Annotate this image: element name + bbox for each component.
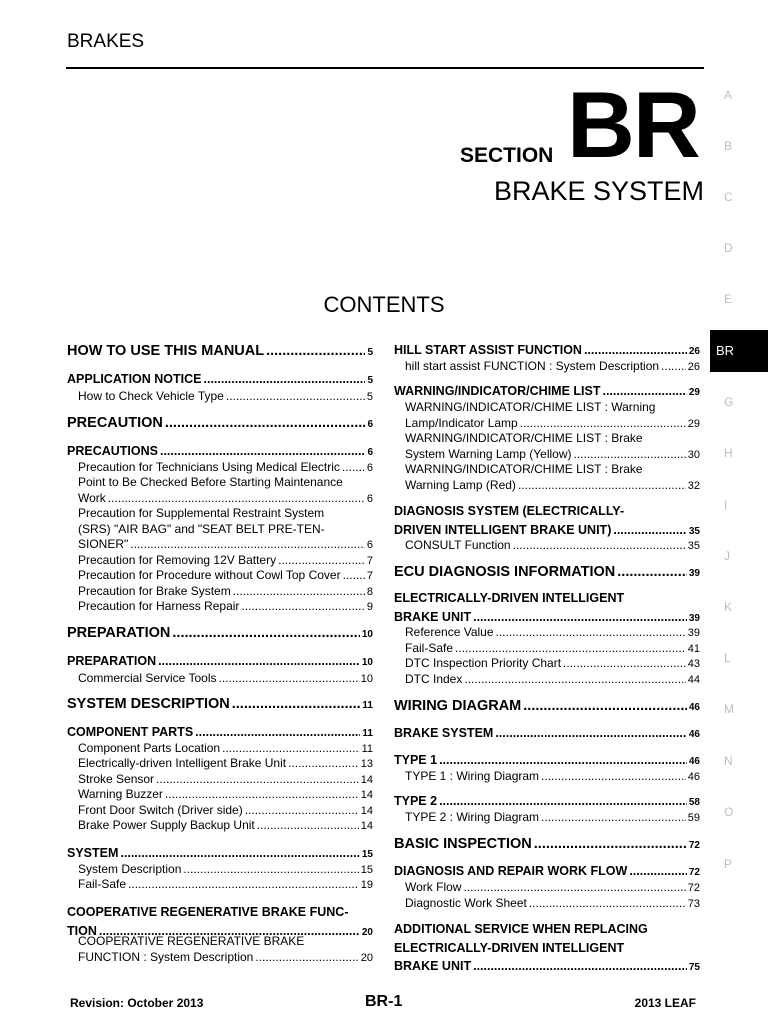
toc-entry[interactable]: [67, 537, 373, 551]
toc-leader-dots: [463, 880, 685, 894]
section-tab-label: I: [724, 498, 728, 512]
toc-page-number: 6: [366, 462, 373, 474]
toc-page-number: 59: [687, 812, 700, 824]
toc-entry-title: BRAKE UNIT: [394, 959, 472, 973]
toc-entry[interactable]: [67, 568, 373, 582]
section-tab-label: O: [724, 805, 734, 819]
toc-entry-text: (SRS) "AIR BAG" and "SEAT BELT PRE-TEN-: [78, 521, 325, 536]
toc-leader-dots: [160, 444, 365, 458]
toc-entry[interactable]: [394, 447, 700, 461]
toc-entry-title: SYSTEM: [67, 846, 119, 860]
toc-page-number: 9: [366, 601, 373, 613]
toc-entry[interactable]: [67, 741, 373, 755]
toc-leader-dots: [266, 343, 365, 359]
toc-page-number: 10: [360, 673, 373, 685]
toc-page-number: 6: [367, 419, 373, 430]
toc-page-number: 11: [361, 743, 373, 755]
section-tab-label: J: [724, 549, 730, 563]
toc-entry-title: BASIC INSPECTION: [394, 836, 532, 852]
toc-page-number: 10: [361, 629, 373, 640]
toc-leader-dots: [473, 959, 687, 973]
toc-page-number: 32: [687, 479, 700, 492]
section-tab-label: A: [724, 88, 733, 102]
toc-page-number: 30: [687, 448, 700, 461]
toc-leader-dots: [661, 359, 686, 373]
toc-entry[interactable]: [67, 372, 373, 386]
section-tab-label: G: [724, 395, 734, 409]
toc-page-number: 29: [687, 417, 700, 430]
toc-entry-text: Precaution for Supplemental Restraint System: [78, 506, 325, 520]
toc-entry-title: Stroke Sensor: [78, 772, 155, 786]
toc-entry-title: PREPARATION: [67, 625, 171, 641]
toc-entry-title: DTC Inspection Priority Chart: [405, 656, 562, 670]
toc-page-number: 41: [687, 643, 700, 655]
toc-entry-title: PREPARATION: [67, 654, 157, 668]
section-tab-label: N: [724, 754, 733, 768]
toc-entry-title: System Warning Lamp (Yellow): [405, 446, 572, 461]
toc-page-number: 15: [360, 864, 373, 876]
header-title: BRAKES: [67, 31, 145, 52]
section-code: BR: [567, 72, 699, 177]
toc-page-number: 6: [367, 447, 373, 458]
toc-entry[interactable]: [67, 950, 373, 964]
toc-entry-title: Front Door Switch (Driver side): [78, 803, 243, 817]
toc-entry-title: Component Parts Location: [78, 741, 221, 755]
toc-entry[interactable]: [67, 584, 373, 598]
toc-page-number: 11: [362, 728, 373, 739]
toc-entry-title: Diagnostic Work Sheet: [405, 896, 527, 910]
toc-entry[interactable]: [394, 864, 700, 878]
toc-entry[interactable]: [67, 343, 373, 359]
toc-entry-title: Precaution for Harness Repair: [78, 599, 240, 613]
toc-leader-dots: [245, 803, 359, 817]
toc-leader-dots: [195, 725, 360, 739]
toc-entry[interactable]: [67, 415, 373, 431]
toc-entry-title: FUNCTION : System Description: [78, 949, 254, 964]
toc-leader-dots: [563, 656, 686, 670]
toc-leader-dots: [204, 372, 366, 386]
toc-leader-dots: [602, 384, 686, 398]
toc-entry[interactable]: [67, 803, 373, 817]
toc-leader-dots: [534, 836, 687, 852]
toc-entry-title: ECU DIAGNOSIS INFORMATION: [394, 564, 616, 580]
toc-entry-title: HILL START ASSIST FUNCTION: [394, 343, 582, 357]
toc-entry[interactable]: [394, 656, 700, 670]
toc-page-number: 11: [362, 700, 373, 711]
toc-leader-dots: [232, 696, 361, 712]
toc-entry-title: PRECAUTIONS: [67, 444, 158, 458]
toc-entry[interactable]: [67, 389, 373, 403]
toc-leader-dots: [520, 416, 686, 430]
toc-entry[interactable]: [67, 444, 373, 458]
toc-entry[interactable]: [67, 654, 373, 668]
toc-leader-dots: [439, 753, 687, 767]
toc-entry[interactable]: [67, 553, 373, 567]
toc-page-number: 75: [688, 962, 700, 973]
toc-entry-title: Reference Value: [405, 625, 494, 639]
toc-leader-dots: [574, 447, 686, 461]
toc-entry[interactable]: [394, 343, 700, 357]
toc-leader-dots: [130, 537, 365, 551]
toc-page-number: 7: [366, 555, 373, 567]
toc-entry[interactable]: [67, 846, 373, 860]
toc-entry-title: Lamp/Indicator Lamp: [405, 415, 518, 430]
toc-entry[interactable]: [394, 672, 700, 686]
toc-leader-dots: [156, 772, 359, 786]
toc-entry[interactable]: [67, 862, 373, 876]
toc-leader-dots: [541, 769, 686, 783]
toc-leader-dots: [183, 862, 358, 876]
toc-page-number: 46: [688, 729, 700, 740]
toc-entry-title: TION: [67, 923, 97, 938]
section-tab-label: C: [724, 190, 733, 204]
toc-entry-text: COOPERATIVE REGENERATIVE BRAKE: [78, 934, 305, 948]
toc-leader-dots: [222, 741, 359, 755]
toc-entry-title: CONSULT Function: [405, 538, 511, 552]
section-tab-label: K: [724, 600, 733, 614]
toc-entry-text: DIAGNOSIS SYSTEM (ELECTRICALLY-: [394, 504, 625, 518]
toc-leader-dots: [241, 599, 364, 613]
toc-entry[interactable]: [394, 959, 700, 973]
toc-entry-title: APPLICATION NOTICE: [67, 372, 202, 386]
toc-entry-title: Electrically-driven Intelligent Brake Unit: [78, 756, 287, 770]
toc-page-number: 15: [361, 849, 373, 860]
toc-entry-text: ADDITIONAL SERVICE WHEN REPLACING: [394, 922, 648, 936]
toc-entry[interactable]: [394, 564, 700, 580]
toc-page-number: 14: [360, 789, 373, 801]
toc-leader-dots: [518, 478, 686, 492]
toc-page-number: 5: [366, 391, 373, 403]
toc-page-number: 6: [366, 539, 373, 551]
toc-entry-text: WARNING/INDICATOR/CHIME LIST : Warning: [405, 400, 656, 414]
toc-entry[interactable]: [394, 384, 700, 398]
section-name: BRAKE SYSTEM: [493, 176, 704, 206]
section-tab-label: B: [724, 139, 733, 153]
toc-entry[interactable]: [67, 599, 373, 613]
toc-entry[interactable]: [394, 836, 700, 852]
toc-entry[interactable]: [394, 726, 700, 740]
toc-entry[interactable]: [67, 696, 373, 712]
toc-entry[interactable]: [394, 794, 700, 808]
toc-entry-text: WARNING/INDICATOR/CHIME LIST : Brake: [405, 431, 643, 445]
toc-entry[interactable]: [67, 491, 373, 505]
toc-leader-dots: [108, 491, 365, 505]
toc-entry-title: Commercial Service Tools: [78, 671, 217, 685]
toc-leader-dots: [288, 756, 359, 770]
toc-page-number: 20: [361, 926, 373, 938]
toc-leader-dots: [165, 787, 359, 801]
toc-page-number: 5: [367, 347, 373, 358]
toc-leader-dots: [120, 846, 359, 860]
toc-entry-title: DIAGNOSIS AND REPAIR WORK FLOW: [394, 864, 628, 878]
toc-entry-title: Brake Power Supply Backup Unit: [78, 818, 255, 832]
toc-entry-title: SYSTEM DESCRIPTION: [67, 696, 230, 712]
toc-page-number: 10: [361, 657, 373, 668]
section-tab-label: E: [724, 292, 733, 306]
toc-leader-dots: [255, 950, 358, 964]
toc-page-number: 13: [360, 758, 373, 770]
section-tab-label: H: [724, 446, 733, 460]
toc-entry-text: WARNING/INDICATOR/CHIME LIST : Brake: [405, 462, 643, 476]
toc-entry[interactable]: [394, 610, 700, 624]
toc-leader-dots: [233, 584, 365, 598]
toc-leader-dots: [473, 610, 687, 624]
toc-page-number: 26: [688, 346, 700, 357]
toc-page-number: 7: [366, 570, 373, 582]
toc-page-number: 73: [687, 898, 700, 910]
toc-page-number: 20: [360, 951, 373, 964]
toc-entry[interactable]: [67, 756, 373, 770]
toc-page-number: 46: [688, 702, 700, 713]
toc-entry-text: ELECTRICALLY-DRIVEN INTELLIGENT: [394, 591, 625, 605]
toc-entry[interactable]: [394, 641, 700, 655]
toc-entry-title: BRAKE UNIT: [394, 609, 472, 624]
toc-entry-title: DRIVEN INTELLIGENT BRAKE UNIT): [394, 522, 612, 537]
toc-page-number: 5: [367, 375, 373, 386]
footer-model: 2013 LEAF: [634, 996, 696, 1010]
toc-leader-dots: [455, 641, 686, 655]
toc-leader-dots: [257, 818, 359, 832]
toc-leader-dots: [342, 460, 365, 474]
toc-page-number: 19: [360, 879, 373, 891]
toc-entry[interactable]: [67, 460, 373, 474]
toc-leader-dots: [128, 877, 359, 891]
toc-entry-title: Work Flow: [405, 880, 462, 894]
toc-leader-dots: [495, 726, 687, 740]
footer-page-number: BR-1: [365, 993, 403, 1010]
section-label: SECTION: [460, 144, 554, 167]
toc-entry-title: hill start assist FUNCTION : System Description: [405, 359, 660, 373]
toc-entry-title: TYPE 1: [394, 753, 438, 767]
toc-entry-title: How to Check Vehicle Type: [78, 389, 224, 403]
toc-page-number: 72: [687, 882, 700, 894]
toc-entry-title: SIONER": [78, 537, 129, 551]
toc-leader-dots: [613, 523, 687, 537]
toc-entry-title: HOW TO USE THIS MANUAL: [67, 343, 265, 359]
toc-page-number: 14: [360, 774, 373, 786]
toc-entry-title: TYPE 2 : Wiring Diagram: [405, 810, 540, 824]
toc-entry-title: Precaution for Brake System: [78, 584, 231, 598]
toc-leader-dots: [541, 810, 686, 824]
toc-entry-title: System Description: [78, 862, 182, 876]
toc-entry-text: ELECTRICALLY-DRIVEN INTELLIGENT: [394, 940, 625, 955]
toc-page-number: 72: [688, 840, 700, 851]
contents-title: CONTENTS: [323, 292, 445, 317]
toc-entry-title: Warning Buzzer: [78, 787, 163, 801]
section-tab-label: BR: [716, 343, 735, 358]
toc-page-number: 35: [688, 525, 700, 537]
toc-page-number: 39: [688, 568, 700, 579]
toc-entry[interactable]: [67, 772, 373, 786]
toc-entry[interactable]: [394, 769, 700, 783]
toc-page-number: 26: [687, 361, 700, 373]
toc-leader-dots: [584, 343, 687, 357]
toc-page-number: 58: [688, 797, 700, 808]
toc-entry[interactable]: [394, 880, 700, 894]
toc-entry[interactable]: [67, 625, 373, 641]
toc-leader-dots: [513, 538, 686, 552]
header-rule: [66, 67, 704, 69]
toc-page-number: 14: [360, 805, 373, 817]
toc-leader-dots: [172, 625, 359, 641]
toc-entry-title: Precaution for Procedure without Cowl Top Cover: [78, 568, 341, 582]
toc-leader-dots: [529, 896, 686, 910]
toc-page-number: 46: [687, 771, 700, 783]
toc-entry[interactable]: [67, 818, 373, 832]
section-tab-br[interactable]: [710, 330, 768, 372]
toc-leader-dots: [629, 864, 687, 878]
toc-page-number: 46: [688, 756, 700, 767]
toc-entry[interactable]: [394, 625, 700, 639]
toc-leader-dots: [523, 698, 687, 714]
toc-entry-title: Precaution for Removing 12V Battery: [78, 553, 277, 567]
toc-leader-dots: [165, 415, 366, 431]
toc-entry[interactable]: [394, 359, 700, 373]
footer-revision: Revision: October 2013: [70, 996, 204, 1010]
toc-leader-dots: [617, 564, 687, 580]
toc-entry[interactable]: [67, 787, 373, 801]
section-tab-label: D: [724, 241, 733, 255]
toc-page-number: 43: [687, 658, 700, 670]
toc-page-number: 35: [687, 540, 700, 552]
toc-entry[interactable]: [394, 896, 700, 910]
toc-entry[interactable]: [67, 671, 373, 685]
toc-entry-title: TYPE 2: [394, 794, 438, 808]
toc-leader-dots: [439, 794, 687, 808]
section-tab-label: P: [724, 857, 733, 871]
toc-entry-title: Precaution for Technicians Using Medical Electric: [78, 460, 340, 474]
toc-page-number: 72: [688, 867, 700, 878]
toc-entry-title: WIRING DIAGRAM: [394, 698, 522, 714]
toc-page-number: 39: [687, 627, 700, 639]
toc-entry[interactable]: [67, 725, 373, 739]
toc-page-number: 29: [688, 387, 700, 398]
toc-entry-title: DTC Index: [405, 672, 463, 686]
toc-entry-text: Point to Be Checked Before Starting Maintenance: [78, 475, 343, 489]
toc-leader-dots: [158, 654, 360, 668]
toc-entry[interactable]: [394, 753, 700, 767]
toc-entry-title: Fail-Safe: [78, 877, 127, 891]
toc-entry[interactable]: [394, 538, 700, 552]
toc-entry-title: COMPONENT PARTS: [67, 725, 194, 739]
toc-entry-title: PRECAUTION: [67, 415, 163, 431]
toc-leader-dots: [343, 568, 365, 582]
toc-leader-dots: [496, 625, 686, 639]
toc-entry-title: Work: [78, 490, 106, 505]
toc-entry-title: BRAKE SYSTEM: [394, 726, 494, 740]
toc-entry-title: Warning Lamp (Red): [405, 477, 516, 492]
toc-leader-dots: [464, 672, 685, 686]
toc-leader-dots: [219, 671, 359, 685]
section-tab-label: L: [724, 651, 731, 665]
toc-page-number: 6: [366, 492, 373, 505]
toc-entry-text: COOPERATIVE REGENERATIVE BRAKE FUNC-: [67, 905, 349, 919]
toc-leader-dots: [226, 389, 365, 403]
toc-page-number: 44: [687, 674, 700, 686]
toc-page-number: 8: [366, 586, 373, 598]
toc-entry-title: TYPE 1 : Wiring Diagram: [405, 769, 540, 783]
section-tab-label: M: [724, 702, 734, 716]
toc-leader-dots: [278, 553, 365, 567]
toc-page-number: 39: [688, 612, 700, 624]
toc-entry-title: WARNING/INDICATOR/CHIME LIST: [394, 384, 601, 398]
toc-entry[interactable]: [394, 478, 700, 492]
toc-entry[interactable]: [394, 810, 700, 824]
toc-entry[interactable]: [394, 523, 700, 537]
toc-entry-title: Fail-Safe: [405, 641, 454, 655]
toc-entry[interactable]: [394, 698, 700, 714]
toc-page-number: 14: [360, 820, 373, 832]
toc-entry[interactable]: [67, 877, 373, 891]
toc-entry[interactable]: [394, 416, 700, 430]
